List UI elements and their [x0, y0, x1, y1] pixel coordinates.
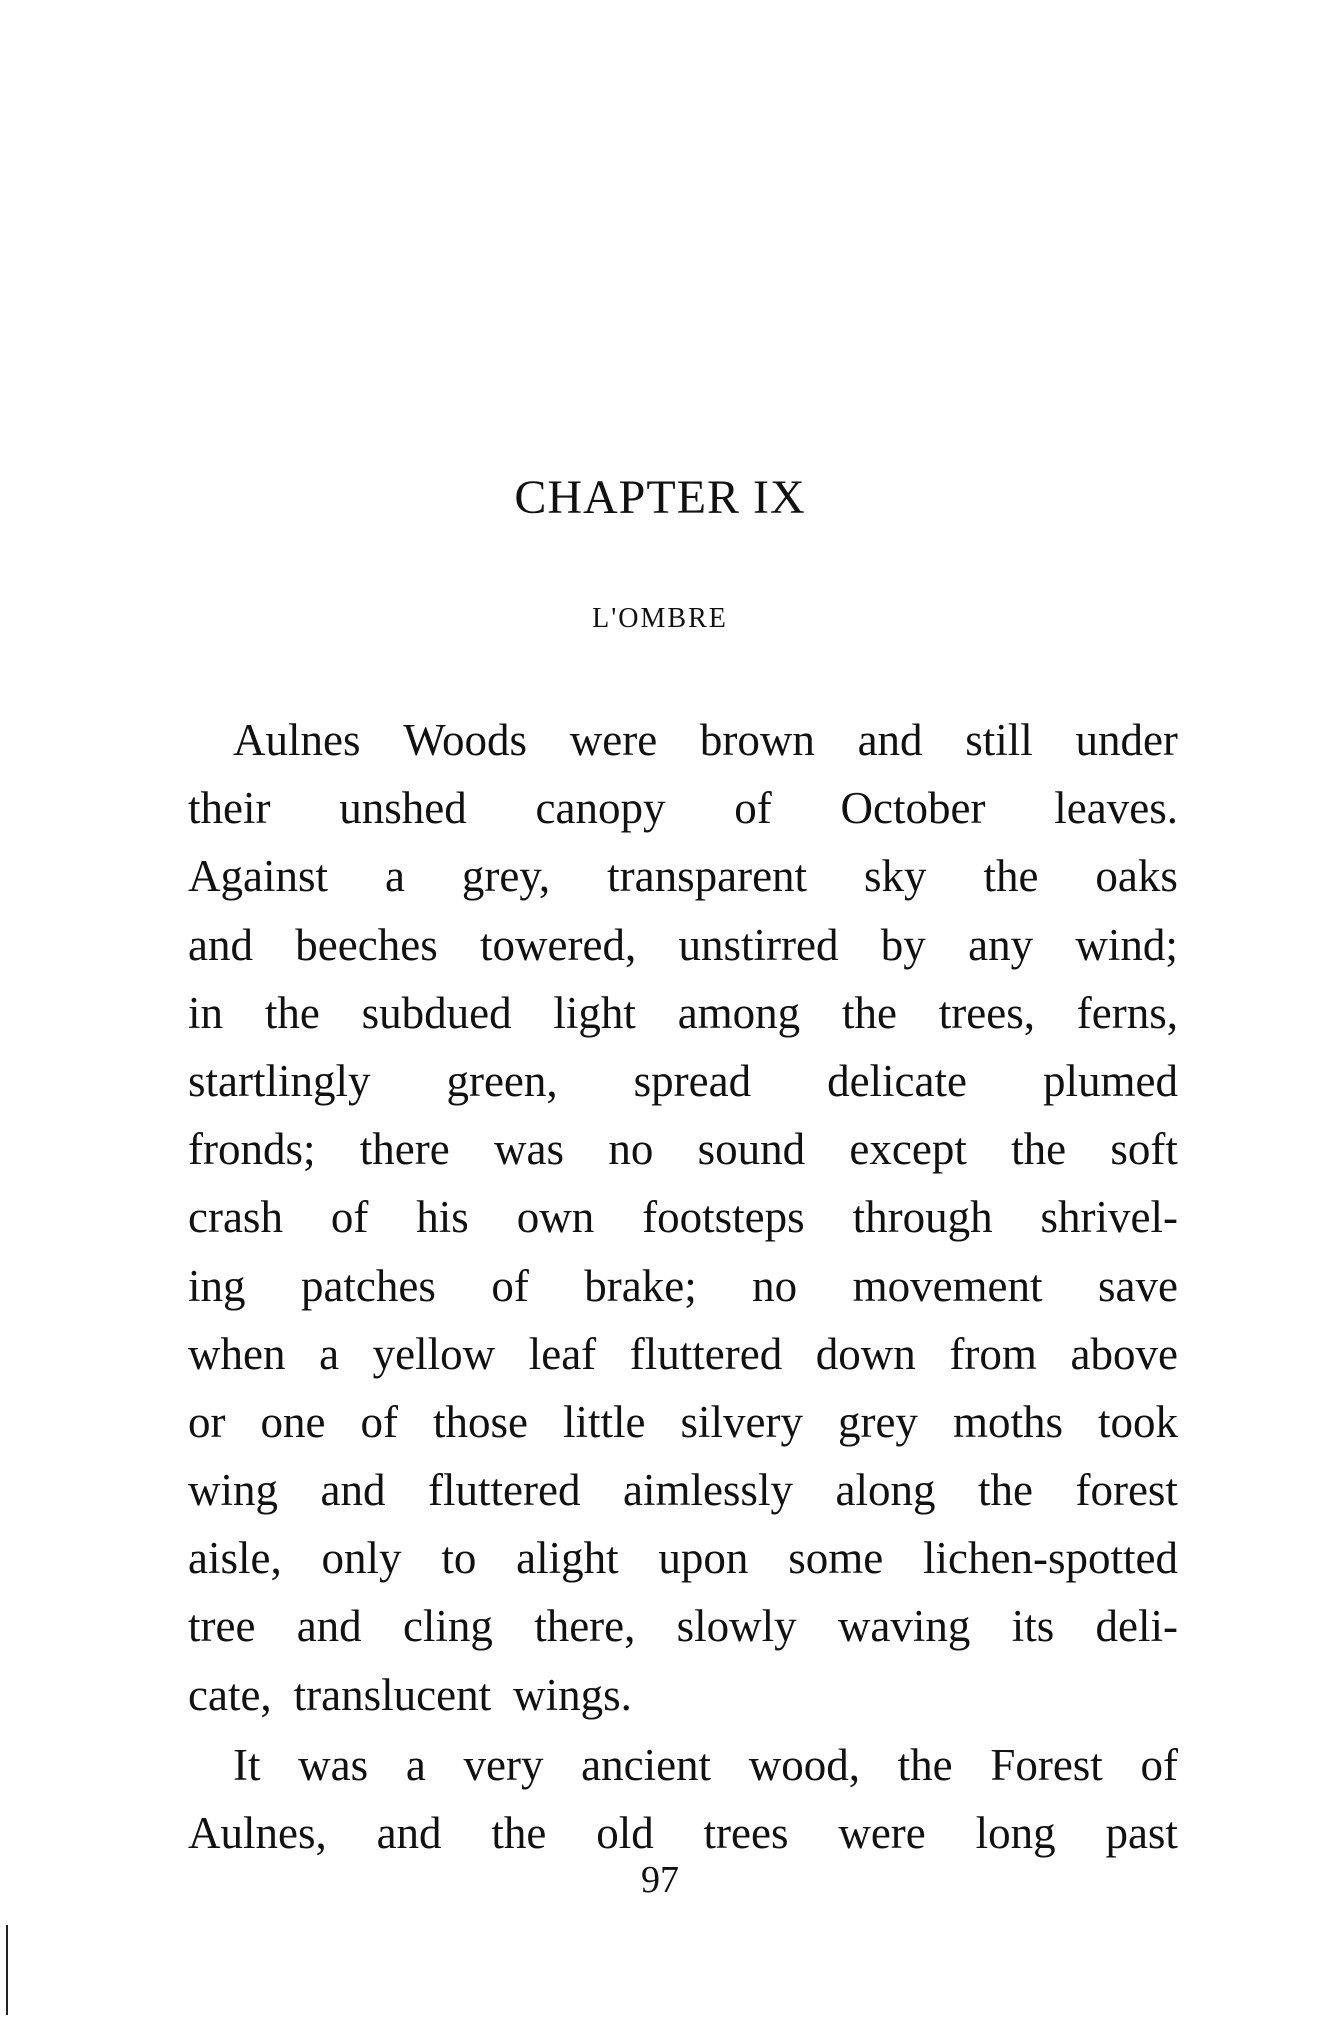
text-line: [188, 1524, 1178, 1592]
word: sky: [864, 851, 927, 902]
word: Forest: [990, 1739, 1103, 1790]
word: when: [188, 1328, 286, 1379]
word: of: [330, 1192, 369, 1243]
text-line: [188, 1456, 1178, 1524]
word: above: [1070, 1328, 1178, 1379]
word: October: [840, 783, 986, 834]
word: there: [359, 1124, 450, 1175]
text-line: [188, 1799, 1178, 1867]
word: own: [516, 1192, 595, 1243]
word: ferns,: [1076, 987, 1178, 1038]
text-line: [188, 1252, 1178, 1320]
word: grey: [837, 1396, 918, 1447]
word: unstirred: [678, 919, 839, 970]
word: beeches: [295, 919, 438, 970]
word: ing: [188, 1260, 246, 1311]
word: save: [1097, 1260, 1178, 1311]
word: oaks: [1095, 851, 1178, 902]
word: past: [1105, 1808, 1178, 1858]
word: patches: [300, 1260, 436, 1311]
word: trees,: [938, 987, 1035, 1038]
word: sound: [697, 1124, 806, 1175]
word: ancient: [581, 1739, 712, 1790]
word: waving: [837, 1601, 971, 1652]
word: movement: [852, 1260, 1043, 1311]
word: and: [376, 1808, 442, 1858]
paragraph-2: [188, 1731, 1178, 1867]
word: no: [608, 1124, 654, 1175]
word: translucent: [293, 1669, 492, 1720]
word: some: [788, 1533, 884, 1584]
word: and: [296, 1601, 362, 1652]
word: delicate: [827, 1055, 967, 1106]
word: of: [360, 1396, 398, 1447]
word: those: [432, 1396, 528, 1447]
word: a: [319, 1328, 340, 1379]
text-line: [188, 706, 1178, 774]
word: slowly: [676, 1601, 797, 1652]
word: canopy: [535, 783, 666, 834]
word: the: [983, 851, 1039, 902]
word: his: [416, 1192, 469, 1243]
word: and: [188, 919, 253, 970]
word: were: [569, 715, 658, 765]
word: startlingly: [188, 1055, 371, 1106]
word: trees: [703, 1808, 789, 1858]
word: Aulnes,: [188, 1808, 327, 1858]
word: long: [975, 1808, 1056, 1858]
word: there,: [534, 1601, 636, 1652]
word: a: [384, 851, 405, 902]
word: only: [321, 1533, 402, 1584]
word: the: [841, 987, 897, 1038]
text-line: [188, 1592, 1178, 1660]
chapter-heading: CHAPTER IX: [514, 471, 806, 524]
paragraph-1: [188, 706, 1178, 1729]
word: light: [553, 987, 636, 1038]
word: in: [188, 987, 224, 1038]
text-line: [188, 1388, 1178, 1456]
word: its: [1011, 1601, 1055, 1652]
word: from: [949, 1328, 1037, 1379]
word: of: [491, 1260, 529, 1311]
word: one: [260, 1396, 326, 1447]
word: upon: [658, 1533, 749, 1584]
word: moths: [952, 1396, 1063, 1447]
word: of: [1140, 1739, 1178, 1790]
word: the: [977, 1465, 1033, 1516]
word: except: [849, 1124, 967, 1175]
word: their: [188, 783, 271, 834]
word: green,: [446, 1055, 558, 1106]
word: shrivel-: [1040, 1192, 1178, 1243]
word: down: [815, 1328, 916, 1379]
word: crash: [188, 1192, 283, 1243]
word: brown: [699, 715, 815, 765]
word: the: [897, 1739, 953, 1790]
word: through: [852, 1192, 993, 1243]
word: Against: [188, 851, 328, 902]
word: wing: [188, 1465, 278, 1516]
word: by: [880, 919, 926, 970]
word: was: [494, 1124, 565, 1175]
word: little: [562, 1396, 646, 1447]
word: wings.: [513, 1669, 632, 1720]
word: the: [491, 1808, 547, 1858]
word: footsteps: [642, 1192, 805, 1243]
word: fronds;: [188, 1124, 316, 1175]
word: subdued: [361, 987, 512, 1038]
word: yellow: [372, 1328, 496, 1379]
word: the: [1011, 1124, 1067, 1175]
word: brake;: [584, 1260, 697, 1311]
word: aisle,: [188, 1533, 282, 1584]
word: forest: [1075, 1465, 1178, 1516]
word: and: [320, 1465, 386, 1516]
word: tree: [188, 1601, 256, 1652]
word: very: [463, 1739, 544, 1790]
margin-scan-mark: [6, 1925, 8, 2015]
word: Aulnes: [233, 715, 361, 765]
text-line: [188, 1183, 1178, 1251]
text-line: [188, 1115, 1178, 1183]
word: cling: [402, 1601, 493, 1652]
text-line: [188, 1731, 1178, 1799]
word: was: [298, 1739, 369, 1790]
word: no: [752, 1260, 798, 1311]
word: wood,: [748, 1739, 860, 1790]
word: lichen-spotted: [923, 1533, 1178, 1584]
word: any: [968, 919, 1034, 970]
word: or: [188, 1396, 226, 1447]
page-number: 97: [641, 1859, 679, 1901]
word: silvery: [680, 1396, 803, 1447]
text-line: [188, 1047, 1178, 1115]
word: under: [1075, 715, 1178, 765]
word: leaf: [528, 1328, 597, 1379]
word: Woods: [403, 715, 528, 765]
word: spread: [633, 1055, 752, 1106]
body-text: [188, 706, 1178, 1867]
word: cate,: [188, 1669, 272, 1720]
word: of: [734, 783, 772, 834]
word: fluttered: [629, 1328, 783, 1379]
word: took: [1097, 1396, 1178, 1447]
word: It: [233, 1739, 261, 1790]
word: alight: [516, 1533, 619, 1584]
word: soft: [1110, 1124, 1178, 1175]
word: aimlessly: [622, 1465, 793, 1516]
word: transparent: [607, 851, 808, 902]
word: leaves.: [1054, 783, 1178, 834]
text-line: [188, 979, 1178, 1047]
text-line: [188, 842, 1178, 910]
word: old: [596, 1808, 654, 1858]
text-line: [188, 1661, 1178, 1729]
word: to: [441, 1533, 477, 1584]
word: grey,: [461, 851, 551, 902]
word: along: [835, 1465, 936, 1516]
word: unshed: [339, 783, 467, 834]
word: the: [264, 987, 320, 1038]
text-line: [188, 911, 1178, 979]
word: still: [965, 715, 1033, 765]
word: plumed: [1042, 1055, 1178, 1106]
word: and: [857, 715, 923, 765]
word: were: [838, 1808, 926, 1858]
chapter-subtitle: L'OMBRE: [592, 603, 728, 634]
text-line: [188, 1320, 1178, 1388]
word: among: [677, 987, 801, 1038]
word: fluttered: [428, 1465, 581, 1516]
word: deli-: [1095, 1601, 1178, 1652]
word: wind;: [1075, 919, 1178, 970]
text-line: [188, 774, 1178, 842]
word: a: [405, 1739, 426, 1790]
word: towered,: [480, 919, 637, 970]
